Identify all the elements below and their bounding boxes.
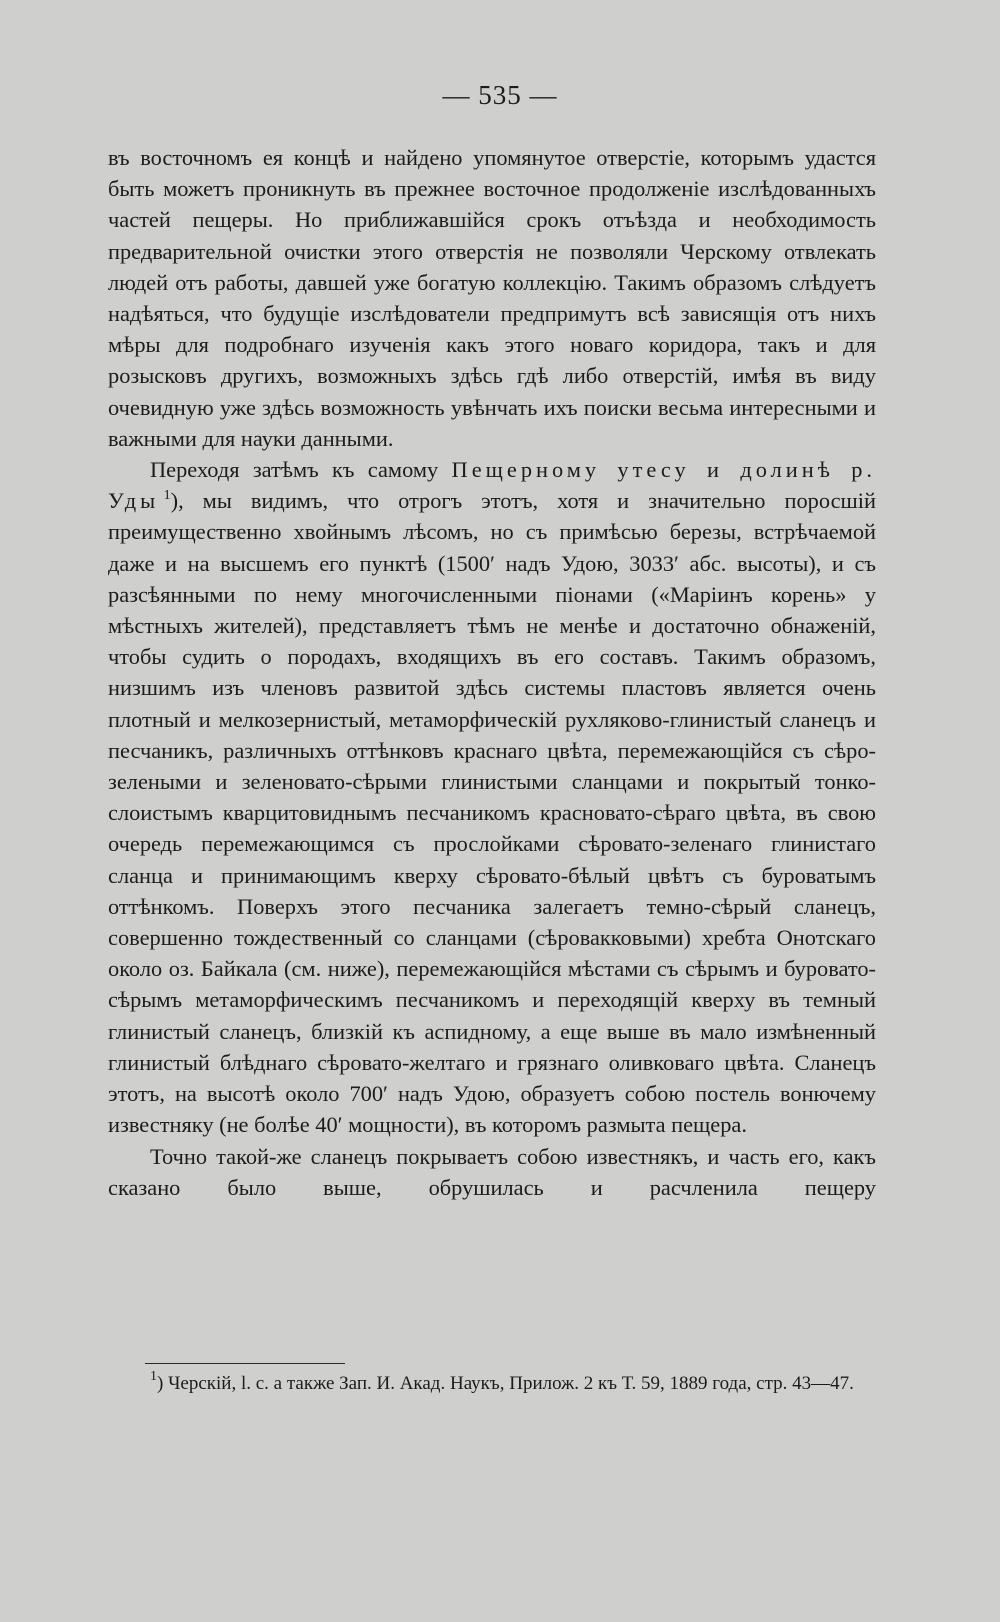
paragraph-3: Точно такой-же сланецъ покрываетъ собою известнякъ, и часть его, какъ сказано было выше, обрушилась и расчленила пещеру <box>108 1143 876 1200</box>
footnote-text: ) Черскій, l. c. а также Зап. И. Акад. Наукъ, Прилож. 2 къ Т. 59, 1889 года, стр. 43—47. <box>157 1373 854 1394</box>
footnote-divider <box>145 1363 345 1364</box>
paragraph-2-lead: Переходя затѣмъ къ самому <box>150 457 439 483</box>
paragraph-2-text: ), мы видимъ, что отрогъ этотъ, хотя и значительно поросшій преимущественно хвойнымъ лѣсомъ, но съ примѣсью березы, встрѣчаемой даже и на высшемъ его пунктѣ (1500′ надъ Удою, 3033′ абс. высоты), и съ разсѣянными по нему многочисленными піонами («Маріинъ корень» у мѣстныхъ жителей), представляетъ тѣмъ не менѣе и достаточно обнаженій, чтобы судить о породахъ, входящихъ въ его составъ. Такимъ образомъ, низшимъ изъ членовъ развитой здѣсь системы пластовъ является очень плотный и мелкозернистый, метаморфическій рухляково-глинистый сланецъ и песчаникъ, различныхъ оттѣнковъ краснаго цвѣта, перемежающійся съ сѣро-зелеными и зеленовато-сѣрыми глинистыми сланцами и покрытый тонко-слоистымъ кварцитовиднымъ песчаникомъ красновато-сѣраго цвѣта, въ свою очередь перемежающимся съ прослойками сѣровато-зеленаго глинистаго сланца и принимающимъ кверху сѣровато-бѣлый цвѣтъ съ буроватымъ оттѣнкомъ. Поверхъ этого песчаника залегаетъ темно-сѣрый сланецъ, совершенно тождественный со сланцами (сѣровакковыми) хребта Онотскаго около оз. Байкала (см. ниже), перемежающійся мѣстами съ сѣрымъ и буровато-сѣрымъ метаморфическимъ песчаникомъ и переходящій кверху въ темный глинистый сланецъ, близкій къ аспидному, а еще выше въ мало измѣненный глинистый блѣднаго сѣровато-желтаго и грязнаго оливковаго цвѣта. Сланецъ этотъ, на высотѣ около 700′ надъ Удою, образуетъ собою постель вонючему известняку (не болѣе 40′ мощности), въ которомъ размыта пещера. <box>108 488 876 1138</box>
footnote-mark: 1 <box>150 1369 157 1384</box>
footnote-reference[interactable]: 1 <box>163 488 171 504</box>
paragraph-1: въ восточномъ ея концѣ и найдено упомянутое отверстіе, которымъ удастся быть можетъ проникнуть въ прежнее восточное продолженіе изслѣдованныхъ частей пещеры. Но приближавшійся срокъ отъѣзда и необходимость предварительной очистки этого отверстія не позволяли Черскому отвлекать людей отъ работы, давшей уже богатую коллекцію. Такимъ образомъ слѣдуетъ надѣяться, что будущіе изслѣдователи предпримутъ всѣ зависящія отъ нихъ мѣры для подробнаго изученія какъ этого новаго коридора, такъ и для розысковъ другихъ, возможныхъ здѣсь гдѣ либо отверстій, имѣя въ виду очевидную уже здѣсь возможность увѣнчать ихъ поиски весьма интересными и важными для науки данными. <box>108 145 876 451</box>
footnote-body <box>108 1370 876 1398</box>
paragraph-2 <box>108 454 876 1140</box>
page-number: — 535 — <box>442 80 558 110</box>
footnote <box>108 1370 876 1398</box>
spaced-emphasis: Пещерному утесу и долинѣ р. Уды <box>108 457 876 514</box>
body-text <box>108 142 876 1203</box>
